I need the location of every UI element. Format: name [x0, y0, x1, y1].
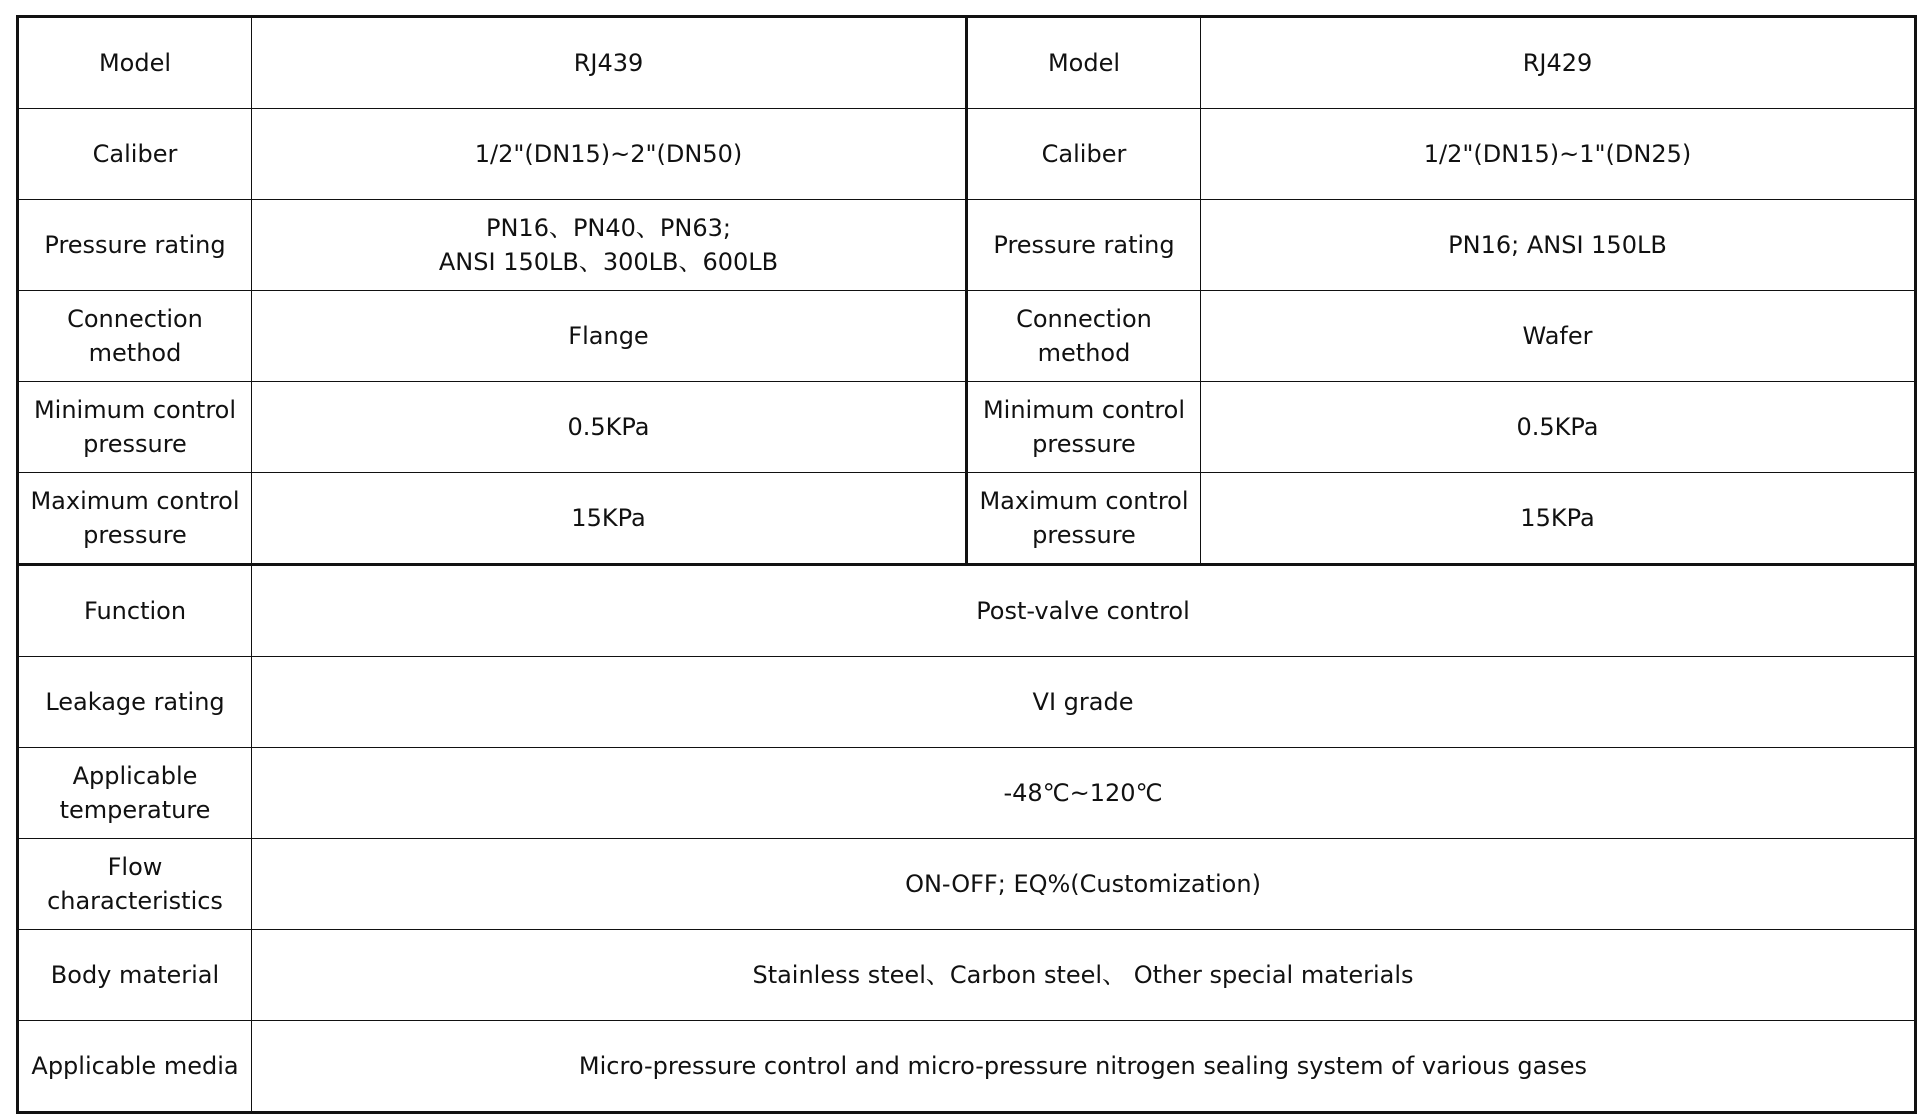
value-cell: [252, 109, 967, 200]
label-cell: Body material: [18, 930, 252, 1021]
value-cell: [1201, 291, 1916, 382]
value-cell: [252, 473, 967, 565]
label-cell: Caliber: [967, 109, 1201, 200]
label-cell: Applicable media: [18, 1021, 252, 1113]
table-row-pressure-rating: [18, 200, 1916, 291]
label-cell: Model: [967, 17, 1201, 109]
value-cell: [252, 17, 967, 109]
label-cell: Model: [18, 17, 252, 109]
table-row-maximum-control-pressure: [18, 473, 1916, 565]
value-text: 15KPa: [571, 504, 646, 532]
value-text: 0.5KPa: [567, 413, 650, 441]
label-cell: Pressure rating: [967, 200, 1201, 291]
value-cell: [252, 382, 967, 473]
label-cell: Applicable temperature: [18, 748, 252, 839]
value-cell: [252, 291, 967, 382]
value-text: 0.5KPa: [1516, 413, 1599, 441]
label-cell: Pressure rating: [18, 200, 252, 291]
value-cell: Post-valve control: [252, 565, 1916, 657]
value-cell: -48℃~120℃: [252, 748, 1916, 839]
label-cell: Caliber: [18, 109, 252, 200]
label-cell: Maximum control pressure: [967, 473, 1201, 565]
value-cell: [1201, 200, 1916, 291]
label-cell: Minimum control pressure: [18, 382, 252, 473]
label-cell: Maximum control pressure: [18, 473, 252, 565]
value-text: RJ429: [1522, 49, 1593, 77]
value-text: RJ439: [573, 49, 644, 77]
value-cell: [1201, 473, 1916, 565]
value-text: 15KPa: [1520, 504, 1595, 532]
table-row-applicable-media: [18, 1021, 1916, 1113]
spec-sheet: [16, 15, 1914, 1097]
value-cell: [1201, 109, 1916, 200]
label-cell: Function: [18, 565, 252, 657]
label-cell: Connection method: [18, 291, 252, 382]
value-text: ANSI 150LB、300LB、600LB: [438, 248, 779, 276]
value-text: PN16、PN40、PN63;: [486, 214, 731, 242]
table-row-body-material: [18, 930, 1916, 1021]
table-row-caliber: [18, 109, 1916, 200]
value-cell: [252, 200, 967, 291]
value-text: Flange: [568, 322, 649, 350]
value-text: PN16; ANSI 150LB: [1448, 231, 1667, 259]
table-row-model: [18, 17, 1916, 109]
label-cell: Connection method: [967, 291, 1201, 382]
table-row-connection-method: [18, 291, 1916, 382]
value-text: 1/2"(DN15)~2"(DN50): [474, 140, 743, 168]
value-text: Wafer: [1522, 322, 1593, 350]
value-cell: VI grade: [252, 657, 1916, 748]
spec-table: [16, 15, 1917, 1114]
table-row-leakage-rating: [18, 657, 1916, 748]
label-cell: Minimum control pressure: [967, 382, 1201, 473]
table-row-minimum-control-pressure: [18, 382, 1916, 473]
table-row-applicable-temperature: [18, 748, 1916, 839]
table-row-flow-characteristics: [18, 839, 1916, 930]
value-cell: Stainless steel、Carbon steel、 Other special materials: [252, 930, 1916, 1021]
value-cell: [1201, 17, 1916, 109]
table-row-function: [18, 565, 1916, 657]
value-text: 1/2"(DN15)~1"(DN25): [1423, 140, 1692, 168]
label-cell: Leakage rating: [18, 657, 252, 748]
value-cell: [1201, 382, 1916, 473]
label-cell: Flow characteristics: [18, 839, 252, 930]
value-cell: ON-OFF; EQ%(Customization): [252, 839, 1916, 930]
value-cell: Micro-pressure control and micro-pressure nitrogen sealing system of various gases: [252, 1021, 1916, 1113]
